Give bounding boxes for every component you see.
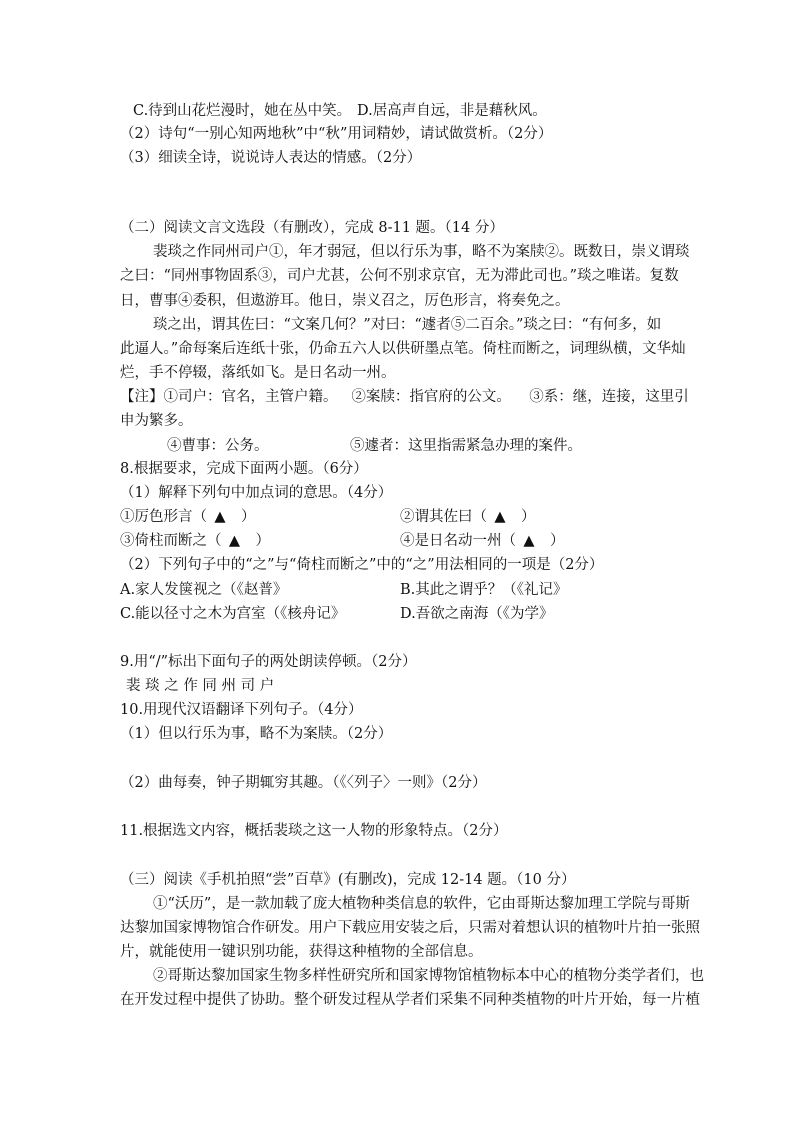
note-line: 【注】①司户：官名，主管户籍。 ②案牍：指官府的公文。 ③系：继，连接，这里引 — [120, 389, 689, 405]
q10-title: 10.用现代汉语翻译下列句子。（4分） — [120, 702, 363, 718]
item-text: ④是日名动一州（ — [400, 533, 516, 549]
close-paren: ） — [550, 533, 565, 549]
passage-line: 片，就能使用一键识别功能，获得这种植物的全部信息。 — [120, 944, 483, 960]
passage-line: 烂，手不停辍，落纸如飞。是日名动一州。 — [120, 365, 396, 381]
section3-heading: （三）阅读《手机拍照“尝”百草》(有删改)，完成 12-14 题。（10 分） — [120, 872, 576, 888]
item-text: ②谓其佐曰（ — [400, 509, 487, 525]
q8-sub2: （2）下列句子中的“之”与“倚柱而断之”中的“之”用法相同的一项是（2分） — [120, 557, 604, 573]
question-3: （3）细读全诗，说说诗人表达的情感。（2分） — [120, 150, 422, 166]
option-d: D.居高声自远，非是藉秋风。 — [357, 103, 547, 119]
q8-sub1: （1）解释下列句中加点词的意思。（4分） — [120, 485, 393, 501]
answer-blank-marker: ▲ — [214, 509, 226, 525]
blank-item-4 — [400, 530, 565, 552]
q10-sentence-1: （1）但以行乐为事，略不为案牍。（2分） — [120, 726, 393, 742]
blank-item-2 — [400, 506, 536, 528]
passage-line: ②哥斯达黎加国家生物多样性研究所和国家博物馆植物标本中心的植物分类学者们，也 — [153, 968, 704, 984]
passage-line: 此逼人。”命每案后连纸十张，仍命五六人以供研墨点笔。倚柱而断之，词理纵横，文华灿 — [120, 341, 686, 357]
option-c: C.能以径寸之木为宫室（《核舟记》 — [120, 606, 346, 622]
close-paren: ） — [521, 509, 536, 525]
passage-line: 达黎加国家博物馆合作研发。用户下载应用安装之后，只需对着想认识的植物叶片拍一张照 — [120, 920, 700, 936]
passage-line: ①“沃历”，是一款加载了庞大植物种类信息的软件，它由哥斯达黎加理工学院与哥斯 — [153, 896, 690, 912]
passage-line: 之曰：“同州事物固系③，司户尤甚，公何不别求京官，无为滞此司也。”琰之唯诺。复数 — [120, 268, 679, 284]
passage-line: 琰之出，谓其佐曰：“文案几何？”对曰：“遽者⑤二百余。”琰之曰：“有何多，如 — [153, 317, 662, 333]
passage-line: 日，曹事④委积，但遨游耳。他日，崇义召之，厉色形言，将奏免之。 — [120, 293, 570, 309]
note-5: ⑤遽者：这里指需紧急办理的案件。 — [350, 438, 582, 454]
passage-line: 裴琰之作同州司户①，年才弱冠，但以行乐为事，略不为案牍②。既数日，崇义谓琰 — [153, 244, 690, 260]
answer-blank-marker: ▲ — [228, 533, 241, 549]
section2-heading: （二）阅读文言文选段（有删改），完成 8-11 题。（14 分） — [120, 220, 504, 236]
q10-sentence-2: （2）曲每奏，钟子期辄穷其趣。（《〈列子〉一则》（2分） — [120, 775, 487, 791]
passage-line: 在开发过程中提供了协助。整个研发过程从学者们采集不同种类植物的叶片开始，每一片植 — [120, 992, 700, 1008]
option-d: D.吾欲之南海（《为学》 — [400, 606, 554, 622]
note-4: ④曹事：公务。 — [167, 438, 269, 454]
option-a: A.家人发箧视之（《赵普》 — [120, 582, 288, 598]
blank-item-1 — [120, 506, 256, 528]
question-2: （2）诗句“一别心知两地秋”中“秋”用词精妙，请试做赏析。（2分） — [120, 126, 553, 142]
answer-blank-marker: ▲ — [523, 533, 535, 549]
q9-sentence: 裴 琰 之 作 同 州 司 户 — [126, 678, 275, 694]
item-text: ①厉色形言（ — [120, 509, 207, 525]
q9-title: 9.用“/”标出下面句子的两处朗读停顿。（2分） — [120, 654, 417, 670]
close-paren: ） — [255, 533, 270, 549]
close-paren: ） — [241, 509, 256, 525]
answer-blank-marker: ▲ — [494, 509, 506, 525]
option-b: B.其此之谓乎？（《礼记》 — [400, 582, 568, 598]
option-c: C.待到山花烂漫时，她在丛中笑。 — [133, 103, 352, 119]
note-line: 申为繁多。 — [120, 413, 193, 429]
q8-title: 8.根据要求，完成下面两小题。（6分） — [120, 461, 368, 477]
blank-item-3 — [120, 530, 270, 552]
item-text: ③倚柱而断之（ — [120, 533, 222, 549]
q11-title: 11.根据选文内容，概括裴琰之这一人物的形象特点。（2分） — [120, 823, 508, 839]
